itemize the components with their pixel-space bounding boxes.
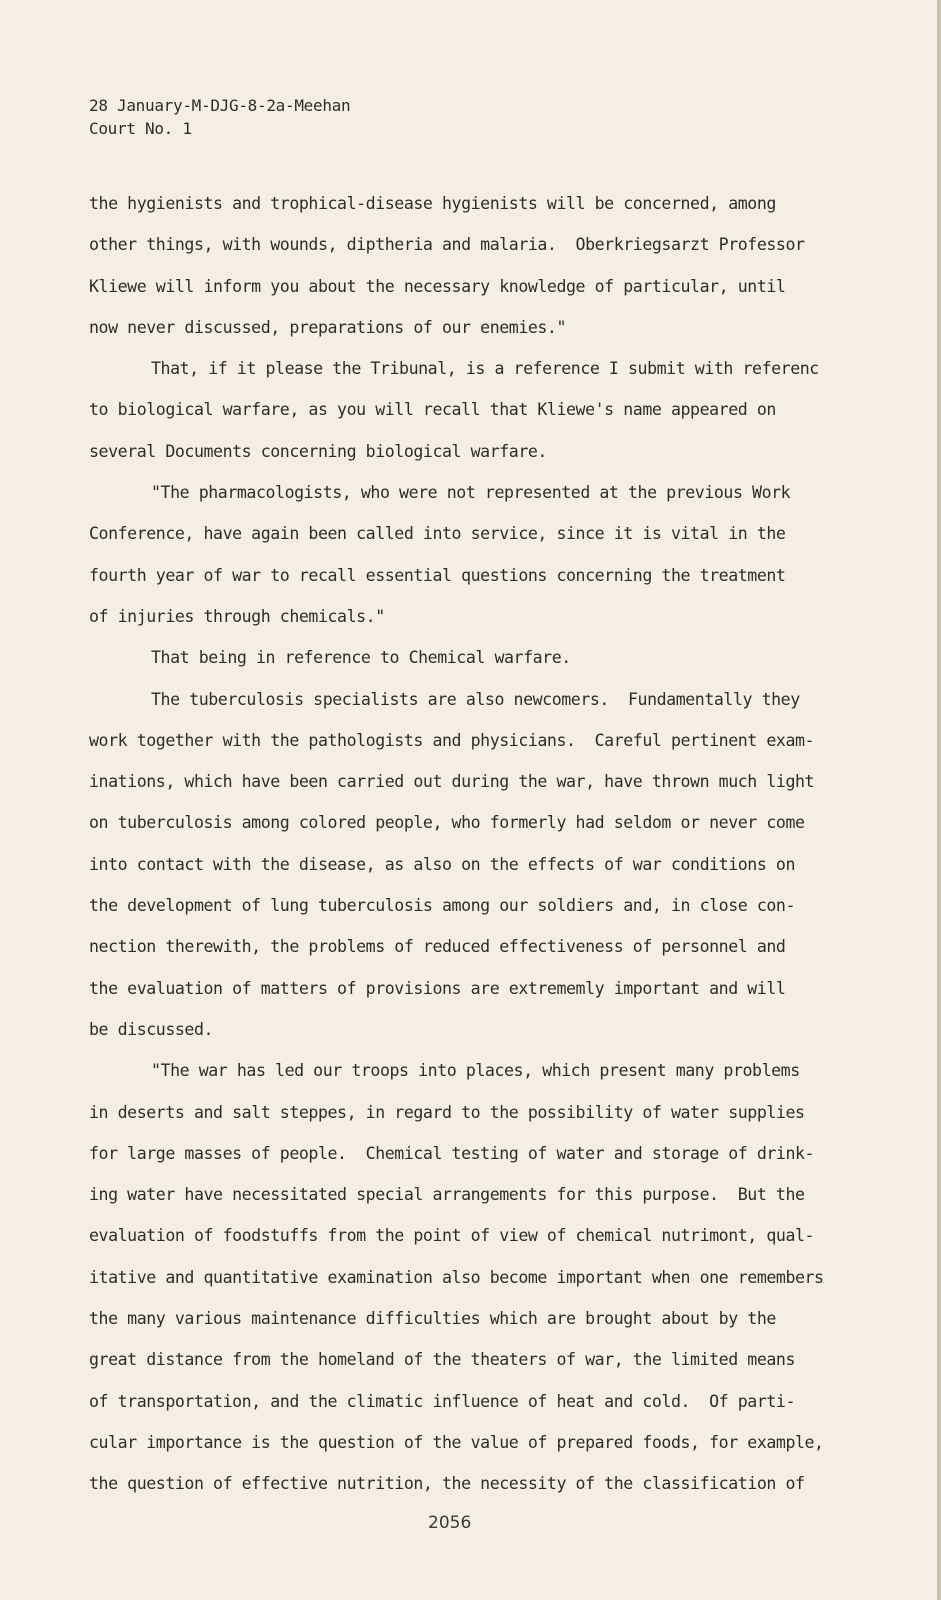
text-line: ing water have necessitated special arrangements for this purpose. But the — [89, 1185, 805, 1205]
text-line: the hygienists and trophical-disease hygienists will be concerned, among — [89, 194, 776, 213]
text-line: That being in reference to Chemical warfare. — [151, 648, 571, 668]
text-line: of injuries through chemicals." — [89, 606, 385, 626]
text-line: evaluation of foodstuffs from the point of view of chemical nutrimont, qual- — [89, 1226, 815, 1246]
header-court: Court No. 1 — [89, 119, 192, 138]
text-line: inations, which have been carried out during the war, have thrown much light — [89, 772, 815, 792]
text-line: Kliewe will inform you about the necessary knowledge of particular, until — [89, 276, 786, 296]
text-line: be discussed. — [89, 1019, 214, 1039]
text-line: for large masses of people. Chemical testing of water and storage of drink- — [89, 1143, 815, 1163]
text-line: the evaluation of matters of provisions are extrememly important and will — [89, 978, 786, 998]
text-line: the development of lung tuberculosis among our soldiers and, in close con- — [89, 896, 795, 916]
text-line: cular importance is the question of the value of prepared foods, for example, — [89, 1432, 824, 1452]
text-line: on tuberculosis among colored people, who formerly had seldom or never come — [89, 813, 805, 833]
page-number: 2056 — [428, 1513, 472, 1533]
text-line: other things, with wounds, diptheria and malaria. Oberkriegsarzt Professor — [89, 235, 805, 255]
text-line: That, if it please the Tribunal, is a reference I submit with referenc — [151, 359, 819, 379]
text-line: itative and quantitative examination also become important when one remembers — [89, 1267, 824, 1287]
text-line: several Documents concerning biological warfare. — [89, 441, 547, 461]
text-line: "The war has led our troops into places, which present many problems — [151, 1061, 800, 1081]
text-line: "The pharmacologists, who were not represented at the previous Work — [151, 483, 791, 503]
text-line: now never discussed, preparations of our enemies." — [89, 317, 567, 337]
text-line: The tuberculosis specialists are also newcomers. Fundamentally they — [151, 689, 800, 709]
text-line: into contact with the disease, as also on the effects of war conditions on — [89, 854, 795, 874]
text-line: fourth year of war to recall essential questions concerning the treatment — [89, 565, 786, 585]
text-line: the question of effective nutrition, the necessity of the classification of — [89, 1474, 805, 1494]
text-line: the many various maintenance difficulties which are brought about by the — [89, 1309, 776, 1329]
transcript-body — [89, 183, 889, 1505]
header-reference: 28 January-M-DJG-8-2a-Meehan — [89, 96, 351, 115]
text-line: in deserts and salt steppes, in regard to the possibility of water supplies — [89, 1102, 805, 1122]
text-line: great distance from the homeland of the theaters of war, the limited means — [89, 1350, 795, 1370]
text-line: to biological warfare, as you will recall that Kliewe's name appeared on — [89, 400, 776, 420]
document-header — [89, 94, 350, 140]
text-line: of transportation, and the climatic influence of heat and cold. Of parti- — [89, 1391, 795, 1411]
text-line: work together with the pathologists and physicians. Careful pertinent exam- — [89, 730, 815, 750]
text-line: Conference, have again been called into service, since it is vital in the — [89, 524, 786, 544]
text-line: nection therewith, the problems of reduced effectiveness of personnel and — [89, 937, 786, 957]
